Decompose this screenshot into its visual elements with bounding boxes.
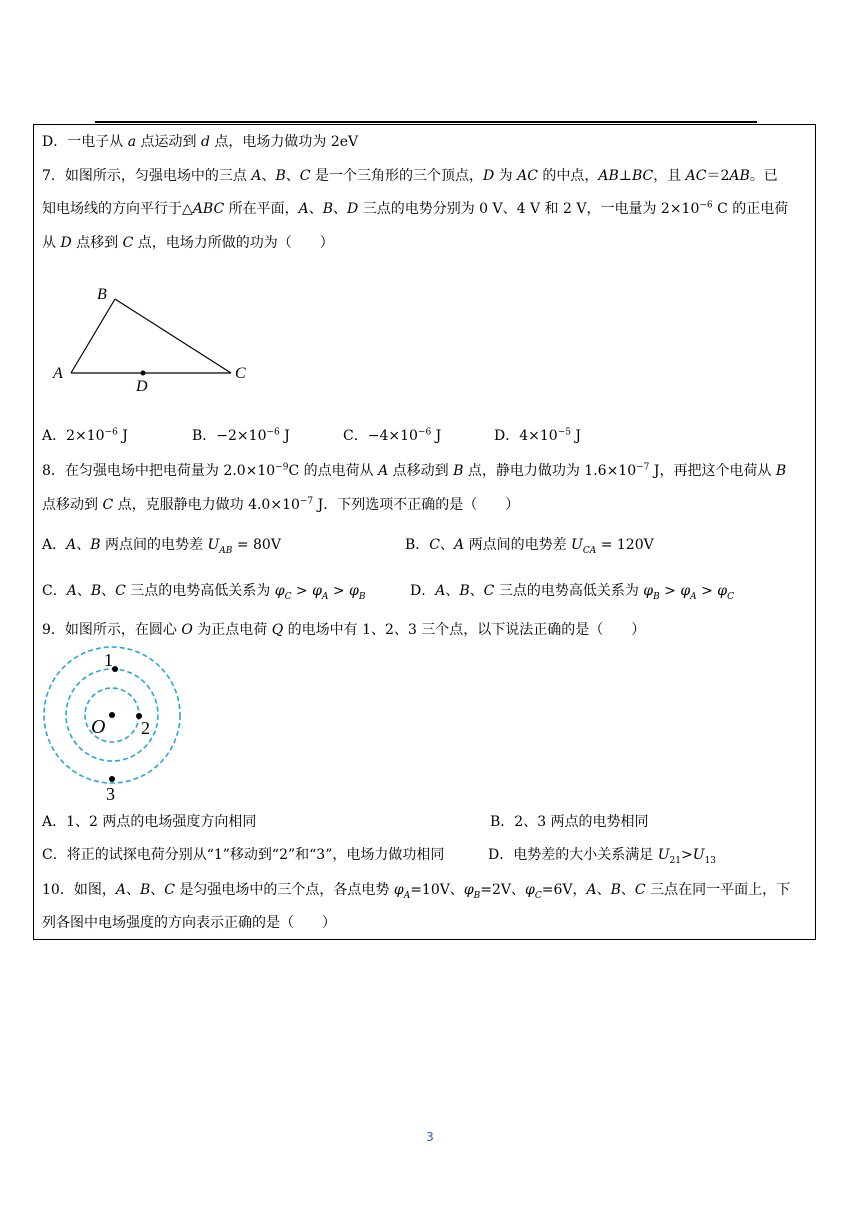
point-3-dot bbox=[109, 776, 115, 782]
label-2: 2 bbox=[141, 718, 150, 738]
q7-option-d: D．$4\times 10^{-5}$ J bbox=[494, 427, 582, 444]
q7-stem-line3: 从 D 点移到 C 点，电场力所做的功为（ ） bbox=[42, 235, 334, 251]
label-1: 1 bbox=[104, 650, 113, 670]
q8-option-c: C．A、B、C 三点的电势高低关系为 $\varphi_C > \varphi_A > \varphi_B$ bbox=[42, 583, 366, 602]
q7-triangle-figure bbox=[48, 282, 258, 397]
q9-option-c: C．将正的试探电荷分别从“1”移动到“2”和“3”，电场力做功相同 bbox=[42, 847, 445, 863]
q8-option-d: D．A、B、C 三点的电势高低关系为 $\varphi_B > \varphi_A > \varphi_C$ bbox=[410, 583, 734, 602]
q7-option-c: C．$-4\times 10^{-6}$ J bbox=[343, 427, 442, 444]
label-o: O bbox=[91, 716, 106, 738]
center-o-dot bbox=[109, 712, 115, 718]
q8-option-b: B．C、A 两点间的电势差 $U_{CA} = 120V$ bbox=[405, 537, 654, 556]
q8-stem-line1: 8．在匀强电场中把电荷量为 $2.0\times 10^{-9}C$ 的点电荷从 A 点移动到 B 点，静电力做功为 $1.6\times 10^{-7}$ J，再把这个电荷从 B bbox=[42, 462, 787, 479]
q9-option-d: D．电势差的大小关系满足 $U_{21}>U_{13}$ bbox=[488, 847, 716, 866]
q9-option-a: A．1、2 两点的电场强度方向相同 bbox=[42, 814, 257, 830]
label-c: C bbox=[235, 365, 246, 382]
label-a: A bbox=[53, 365, 63, 382]
header-rule bbox=[95, 121, 757, 123]
q9-stem: 9．如图所示，在圆心 O 为正点电荷 Q 的电场中有 1、2、3 三个点，以下说法正确的是（ ） bbox=[42, 622, 646, 638]
page-number: 3 bbox=[426, 1130, 434, 1144]
q7-option-a: A．$2\times 10^{-6}$ J bbox=[42, 427, 128, 444]
q6-option-d: D．一电子从 a 点运动到 d 点，电场力做功为 2eV bbox=[42, 134, 359, 150]
q9-concentric-circles-figure bbox=[40, 645, 190, 805]
label-3: 3 bbox=[106, 784, 115, 804]
q8-option-a: A．A、B 两点间的电势差 $U_{AB} = 80V$ bbox=[42, 537, 281, 556]
label-d: D bbox=[136, 378, 148, 395]
q7-option-b: B．$-2\times 10^{-6}$ J bbox=[192, 427, 290, 444]
q8-stem-line2: 点移动到 C 点，克服静电力做功 $4.0\times 10^{-7}$ J．下列选项不正确的是（ ） bbox=[42, 496, 520, 513]
triangle-lines bbox=[71, 299, 231, 373]
point-d-dot bbox=[141, 371, 146, 376]
q9-option-b: B．2、3 两点的电势相同 bbox=[490, 814, 649, 830]
q7-stem-line1: 7．如图所示，匀强电场中的三点 A、B、C 是一个三角形的三个顶点，D 为 AC 的中点，AB⊥BC，且 AC＝2AB。已 bbox=[42, 168, 778, 184]
q10-stem-line2: 列各图中电场强度的方向表示正确的是（ ） bbox=[42, 915, 336, 931]
label-b: B bbox=[97, 286, 107, 303]
q10-stem-line1: 10．如图，A、B、C 是匀强电场中的三个点，各点电势 $\varphi_A=10V$、$\varphi_B=2V$、$\varphi_C=6V$，A、B、C 三点在同一平面上，下 bbox=[42, 882, 791, 901]
q7-stem-line2: 知电场线的方向平行于△ABC 所在平面，A、B、D 三点的电势分别为 0 V、4 V 和 2 V，一电量为 $2\times 10^{-6}$ C 的正电荷 bbox=[42, 200, 789, 217]
